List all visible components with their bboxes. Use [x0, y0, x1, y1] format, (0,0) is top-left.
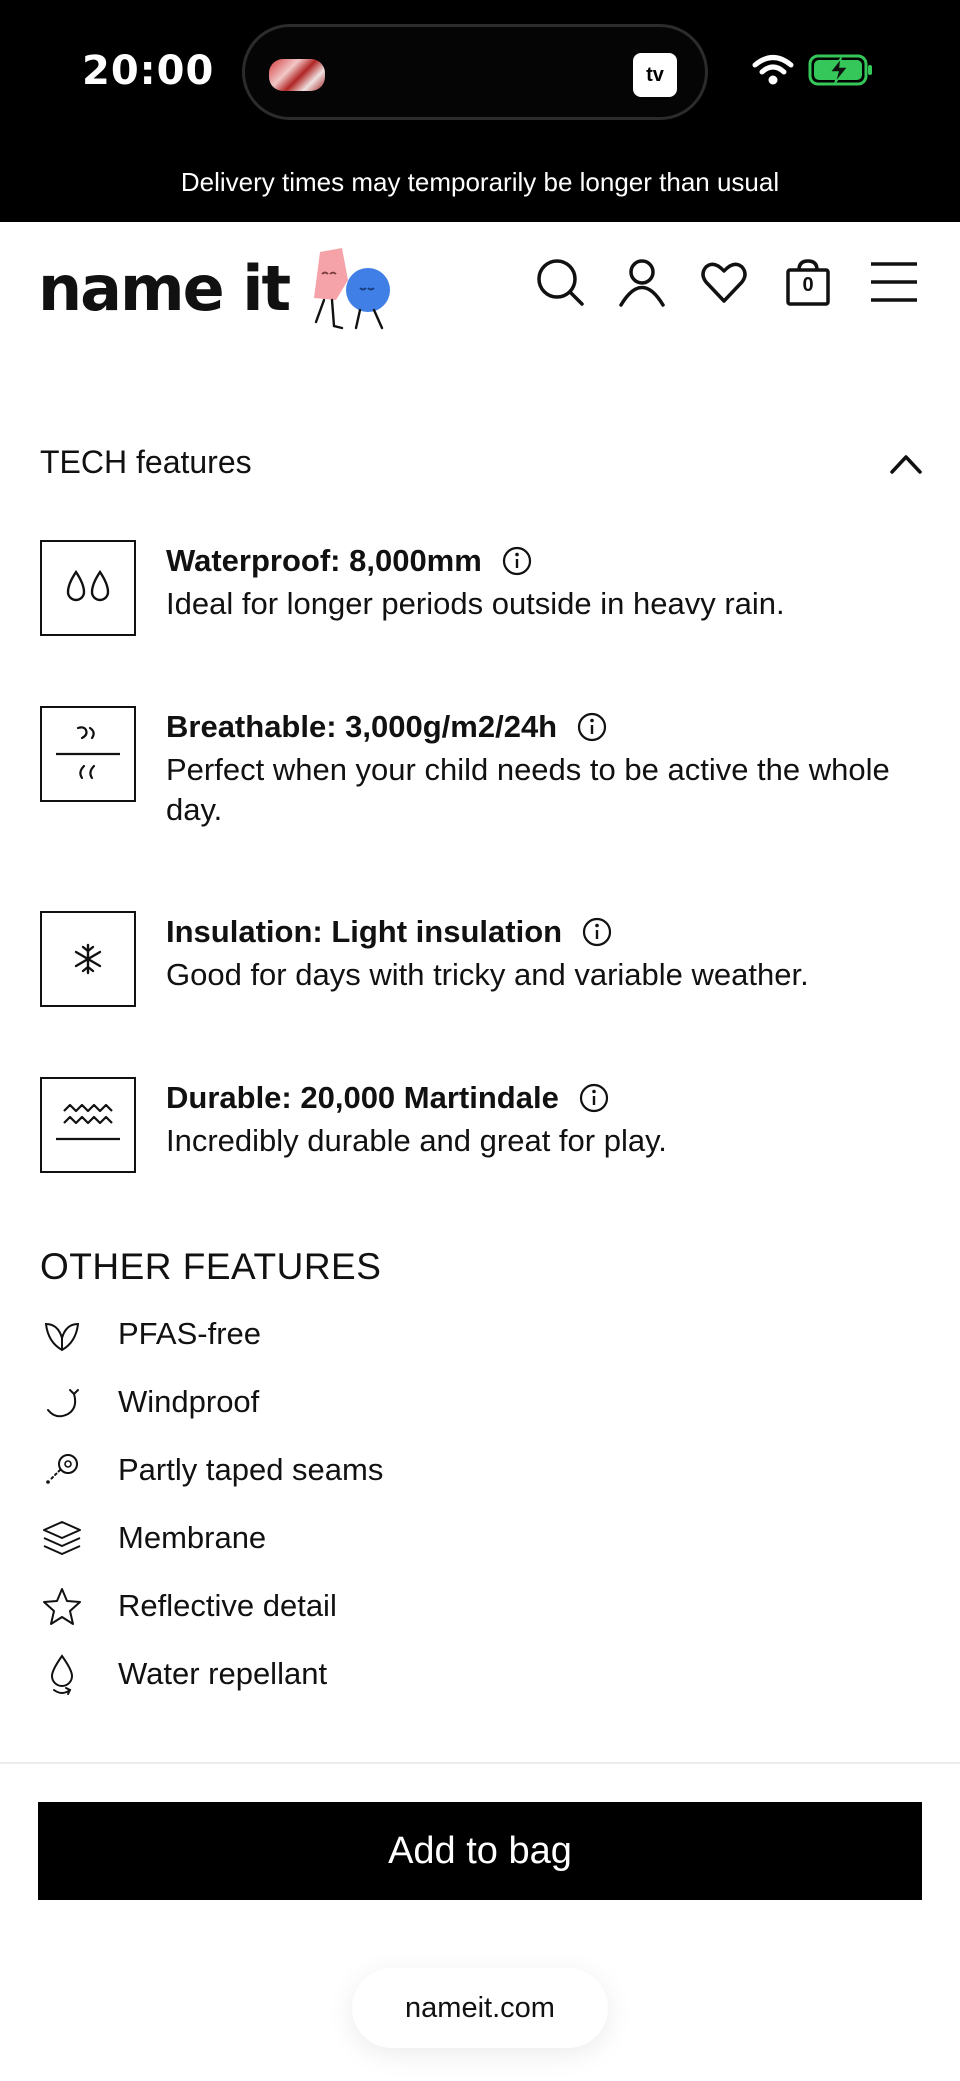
other-features-list [40, 1300, 920, 1708]
feature-title [166, 1077, 926, 1119]
feature-title-text: Breathable: 3,000g/m2/24h [166, 709, 558, 744]
tech-feature-durable [40, 1077, 920, 1177]
search-icon[interactable] [534, 256, 586, 308]
feature-title-text: Waterproof: 8,000mm [166, 543, 482, 578]
menu-icon[interactable] [868, 256, 920, 308]
feature-title [166, 540, 926, 582]
other-feature-label: PFAS-free [118, 1316, 261, 1351]
delivery-notice-text: Delivery times may temporarily be longer than usual [180, 166, 780, 197]
leaf-icon [40, 1312, 84, 1356]
bag-count: 0 [802, 274, 814, 296]
apple-tv-label: tv [646, 63, 664, 86]
list-item [40, 1572, 920, 1640]
durable-icon [40, 1077, 136, 1173]
other-feature-label: Partly taped seams [118, 1452, 384, 1487]
info-icon[interactable] [582, 917, 612, 947]
snowflake-icon [40, 911, 136, 1007]
tech-features-title[interactable]: TECH features [40, 444, 252, 480]
account-icon[interactable] [616, 256, 668, 308]
feature-description: Perfect when your child needs to be active the whole day. [166, 752, 890, 827]
other-feature-label: Water repellant [118, 1656, 328, 1691]
now-playing-thumbnail [269, 59, 325, 91]
breathable-icon [40, 706, 136, 802]
mascot-logo-icon [302, 244, 396, 336]
info-icon[interactable] [579, 1083, 609, 1113]
feature-title-text: Durable: 20,000 Martindale [166, 1080, 559, 1115]
water-repellant-icon [40, 1652, 84, 1696]
wind-icon [40, 1380, 84, 1424]
taped-seams-icon [40, 1448, 84, 1492]
other-feature-label: Reflective detail [118, 1588, 337, 1623]
feature-description: Good for days with tricky and variable weather. [166, 957, 809, 992]
add-to-bag-button[interactable]: Add to bag [38, 1802, 922, 1900]
star-icon [40, 1584, 84, 1628]
browser-url-text: nameit.com [405, 1991, 555, 2024]
tech-feature-breathable [40, 706, 920, 826]
list-item [40, 1640, 920, 1708]
wifi-icon [752, 54, 794, 86]
logo-text: name it [38, 252, 290, 325]
apple-tv-icon [633, 53, 677, 97]
site-header [0, 222, 960, 342]
feature-title-text: Insulation: Light insulation [166, 914, 563, 949]
feature-title [166, 706, 926, 748]
battery-charging-icon [808, 53, 874, 87]
feature-description: Incredibly durable and great for play. [166, 1123, 667, 1158]
layers-icon [40, 1516, 84, 1560]
divider [0, 1762, 960, 1764]
browser-url-bar[interactable] [352, 1968, 608, 2048]
other-feature-label: Windproof [118, 1384, 260, 1419]
water-drops-icon [40, 540, 136, 636]
status-bar [0, 0, 960, 150]
bag-icon[interactable] [782, 256, 834, 308]
tech-feature-waterproof [40, 540, 920, 640]
feature-description: Ideal for longer periods outside in heavy rain. [166, 586, 785, 621]
chevron-up-icon[interactable] [888, 448, 924, 478]
logo[interactable] [38, 252, 289, 325]
delivery-notice [0, 150, 960, 222]
list-item [40, 1300, 920, 1368]
status-time: 20:00 [82, 48, 215, 94]
tech-feature-insulation [40, 911, 920, 1011]
info-icon[interactable] [577, 712, 607, 742]
dynamic-island [242, 24, 708, 120]
wishlist-icon[interactable] [698, 256, 750, 308]
info-icon[interactable] [502, 546, 532, 576]
status-icons [752, 52, 874, 88]
list-item [40, 1436, 920, 1504]
other-feature-label: Membrane [118, 1520, 267, 1555]
other-features-title: OTHER FEATURES [40, 1246, 382, 1287]
feature-title [166, 911, 926, 953]
list-item [40, 1368, 920, 1436]
list-item [40, 1504, 920, 1572]
